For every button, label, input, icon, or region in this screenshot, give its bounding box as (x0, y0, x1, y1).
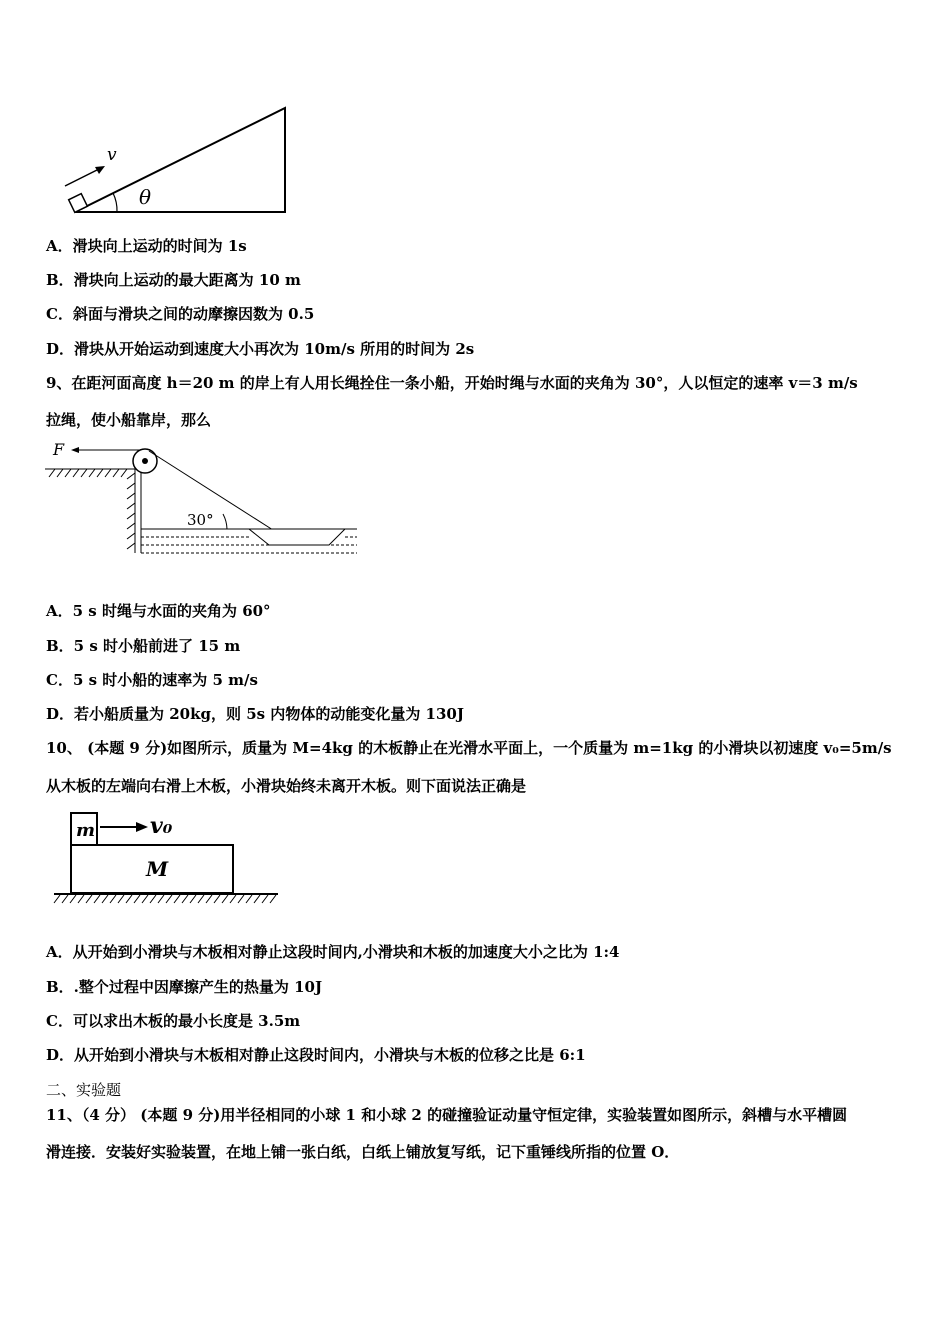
q9-option-a: A．5 s 时绳与水面的夹角为 60° (46, 602, 271, 620)
q10-option-c: C．可以求出木板的最小长度是 3.5m (46, 1012, 301, 1030)
ground-hatch (54, 895, 276, 903)
board-label: M (146, 857, 169, 881)
q11-stem-line1: 11、（4 分） (本题 9 分)用半径相同的小球 1 和小球 2 的碰撞验证动量守恒定律，实验装置如图所示，斜槽与水平槽圆 (46, 1106, 848, 1124)
q9-option-b: B．5 s 时小船前进了 15 m (46, 637, 241, 655)
small-block-label: m (76, 820, 96, 841)
velocity-label: v (107, 145, 117, 165)
q9-option-c: C．5 s 时小船的速率为 5 m/s (46, 671, 258, 689)
force-arrowhead (71, 447, 79, 453)
q8-option-d: D．滑块从开始运动到速度大小再次为 10m/s 所用的时间为 2s (46, 340, 475, 358)
force-label: F (53, 440, 65, 459)
bank-hatch-top (49, 469, 127, 477)
angle-arc-30 (223, 514, 227, 529)
q10-option-a: A．从开始到小滑块与木板相对静止这段时间内,小滑块和木板的加速度大小之比为 1:4 (46, 943, 620, 961)
angle-arc (113, 193, 117, 212)
velocity-arrow (65, 168, 101, 186)
q8-option-c: C．斜面与滑块之间的动摩擦因数为 0.5 (46, 305, 315, 323)
q8-option-a: A．滑块向上运动的时间为 1s (46, 237, 247, 255)
boat (249, 529, 345, 545)
q10-option-b: B．.整个过程中因摩擦产生的热量为 10J (46, 978, 323, 996)
q9-stem-line2: 拉绳，使小船靠岸，那么 (46, 411, 212, 429)
boat-pulley-figure (45, 435, 365, 565)
block-board-figure (50, 805, 290, 915)
q8-option-b: B．滑块向上运动的最大距离为 10 m (46, 271, 301, 289)
pulley-center (142, 458, 148, 464)
incline-figure (55, 100, 295, 220)
velocity-label-v0: v₀ (150, 813, 173, 839)
slider-block (69, 194, 88, 213)
q9-option-d: D．若小船质量为 20kg，则 5s 内物体的动能变化量为 130J (46, 705, 464, 723)
q10-stem-line2: 从木板的左端向右滑上木板，小滑块始终未离开木板。则下面说法正确是 (46, 777, 527, 795)
theta-label: θ (139, 185, 152, 209)
q11-stem-line2: 滑连接．安装好实验装置，在地上铺一张白纸，白纸上铺放复写纸，记下重锤线所指的位置 O． (46, 1143, 680, 1161)
angle-label: 30° (187, 511, 214, 529)
velocity-arrowhead-v0 (136, 822, 148, 832)
q9-stem-line1: 9、在距河面高度 h＝20 m 的岸上有人用长绳拴住一条小船，开始时绳与水面的夹角为 30°，人以恒定的速率 v＝3 m/s (46, 374, 858, 392)
q10-option-d: D．从开始到小滑块与木板相对静止这段时间内，小滑块与木板的位移之比是 6:1 (46, 1046, 586, 1064)
q10-stem-line1: 10、 (本题 9 分)如图所示，质量为 M=4kg 的木板静止在光滑水平面上，一个质量为 m=1kg 的小滑块以初速度 v₀=5m/s (46, 739, 892, 757)
section-heading: 二、实验题 (46, 1081, 122, 1099)
bank-hatch-wall (127, 473, 135, 549)
